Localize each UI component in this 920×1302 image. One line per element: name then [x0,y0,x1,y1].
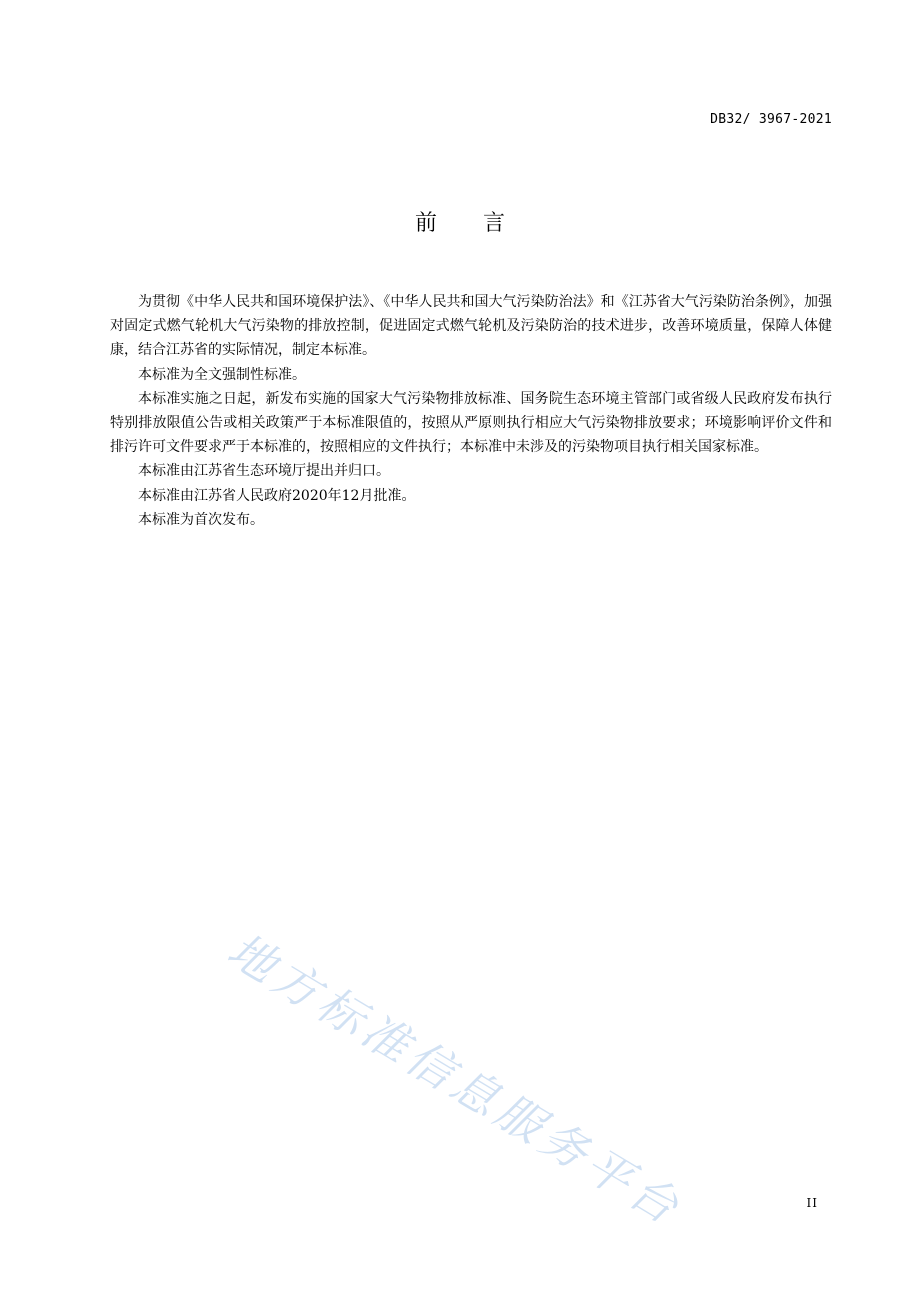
paragraph: 本标准为全文强制性标准。 [138,366,306,383]
watermark: 地方标准信息服务平台 [218,922,693,1237]
paragraph: 本标准实施之日起，新发布实施的国家大气污染物排放标准、国务院生态环境主管部门或省级人民政府发布执行特别排放限值公告或相关政策严于本标准限值的，按照从严原则执行相应大气污染物排放要求；环境影响评价文件和排污许可文件要求严于本标准的，按照相应的文件执行；本标准中未涉及的污染物项目执行相关国家标准。 [110,390,832,456]
title-char-1: 前 [414,211,437,236]
page-number: II [806,1196,818,1210]
paragraph: 本标准由江苏省生态环境厅提出并归口。 [138,463,390,480]
foreword-body [110,290,832,532]
paragraph: 为贯彻《中华人民共和国环境保护法》、《中华人民共和国大气污染防治法》和《江苏省大气污染防治条例》，加强对固定式燃气轮机大气污染物的排放控制，促进固定式燃气轮机及污染防治的技术进步，改善环境质量，保障人体健康，结合江苏省的实际情况，制定本标准。 [110,294,832,359]
title-char-2: 言 [483,211,506,236]
paragraph: 本标准为首次发布。 [138,511,264,528]
page-title [0,206,920,237]
standard-code: DB32/ 3967-2021 [710,112,832,127]
paragraph: 本标准由江苏省人民政府2020年12月批准。 [138,487,416,504]
